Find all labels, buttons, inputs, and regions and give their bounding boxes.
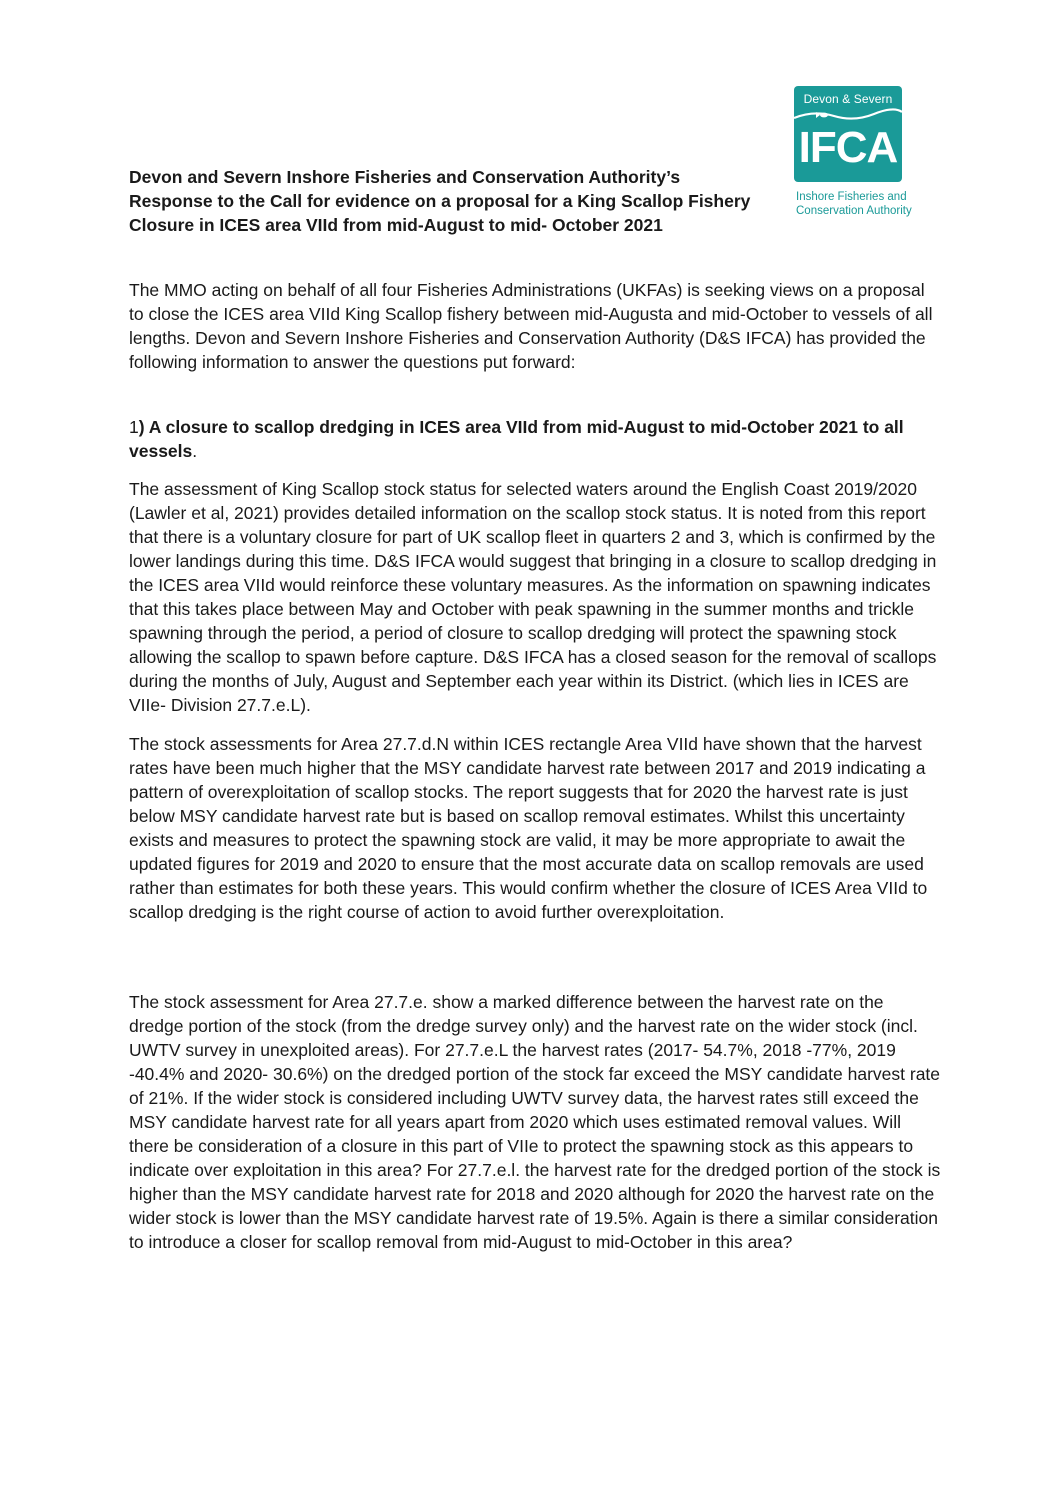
- area-viid-paragraph: The stock assessments for Area 27.7.d.N within ICES rectangle Area VIId have shown that the harvest rates have been much higher that the MSY candidate harvest rate between 2017 and 2019 indicating a pattern of overexploitation of scallop stocks. The report suggests that for 2020 the harvest rate is just below MSY candidate harvest rate but is based on scallop removal estimates. Whilst this uncertainty exists and measures to protect the spawning stock are valid, it may be more appropriate to await the updated figures for 2019 and 2020 to ensure that the most accurate data on scallop removals are used rather than estimates for both these years. This would confirm whether the closure of ICES Area VIId to scallop dredging is the right course of action to avoid further overexploitation.: [129, 734, 928, 922]
- logo-top-text: Devon & Severn: [803, 92, 893, 106]
- logo-subtitle: [796, 190, 936, 218]
- ifca-logo: [784, 86, 926, 226]
- ifca-logo-badge: [794, 86, 902, 182]
- question-1-text: ) A closure to scallop dredging in ICES area VIId from mid-August to mid-October 2021 to all vessels: [129, 417, 904, 461]
- logo-subtitle-line-2: Conservation Authority: [796, 205, 912, 217]
- document-title: Devon and Severn Inshore Fisheries and Conservation Authority’s Response to the Call for evidence on a proposal for a King Scallop Fishery Closure in ICES area VIId from mid-August to mid- October 2021: [129, 167, 751, 235]
- fish-wave-icon: [794, 104, 902, 124]
- intro-paragraph: The MMO acting on behalf of all four Fisheries Administrations (UKFAs) is seeking views on a proposal to close the ICES area VIId King Scallop fishery between mid-Augusta and mid-October to vessels of all lengths. Devon and Severn Inshore Fisheries and Conservation Authority (D&S IFCA) has provided the following information to answer the questions put forward:: [129, 280, 933, 372]
- question-1-end: .: [192, 441, 198, 461]
- logo-subtitle-line-1: Inshore Fisheries and: [796, 191, 907, 203]
- logo-ifca-text: IFCA: [798, 123, 898, 172]
- assessment-paragraph: The assessment of King Scallop stock status for selected waters around the English Coast 2019/2020 (Lawler et al, 2021) provides detailed information on the scallop stock status. It is noted from this report that there is a voluntary closure for part of UK scallop fleet in quarters 2 and 3, which is confirmed by the lower landings during this time. D&S IFCA would suggest that bringing in a closure to scallop dredging in the ICES area VIId would reinforce these voluntary measures. As the information on spawning indicates that this takes place between May and October with peak spawning in the summer months and trickle spawning through the period, a period of closure to scallop dredging will protect the spawning stock allowing the scallop to spawn before capture. D&S IFCA has a closed season for the removal of scallops during the months of July, August and September each year within its District. (which lies in ICES are VIIe- Division 27.7.e.L).: [129, 479, 937, 715]
- question-1-heading: [129, 415, 941, 463]
- area-viie-paragraph: The stock assessment for Area 27.7.e. show a marked difference between the harvest rate on the dredge portion of the stock (from the dredge survey only) and the harvest rate on the wider stock (incl. UWTV survey in unexploited areas). For 27.7.e.L the harvest rates (2017- 54.7%, 2018 -77%, 2019 -40.4% and 2020- 30.6%) on the dredged portion of the stock far exceed the MSY candidate harvest rate of 21%. If the wider stock is considered including UWTV survey data, the harvest rates still exceed the MSY candidate harvest rate for all years apart from 2020 which uses estimated removal values. Will there be consideration of a closure in this part of VIIe to protect the spawning stock as this appears to indicate over exploitation in this area? For 27.7.e.l. the harvest rate for the dredged portion of the stock is higher than the MSY candidate harvest rate for 2018 and 2020 although for 2020 the harvest rate on the wider stock is lower than the MSY candidate harvest rate of 19.5%. Again is there a similar consideration to introduce a closer for scallop removal from mid-August to mid-October in this area?: [129, 992, 941, 1252]
- question-1-number: 1: [129, 417, 139, 437]
